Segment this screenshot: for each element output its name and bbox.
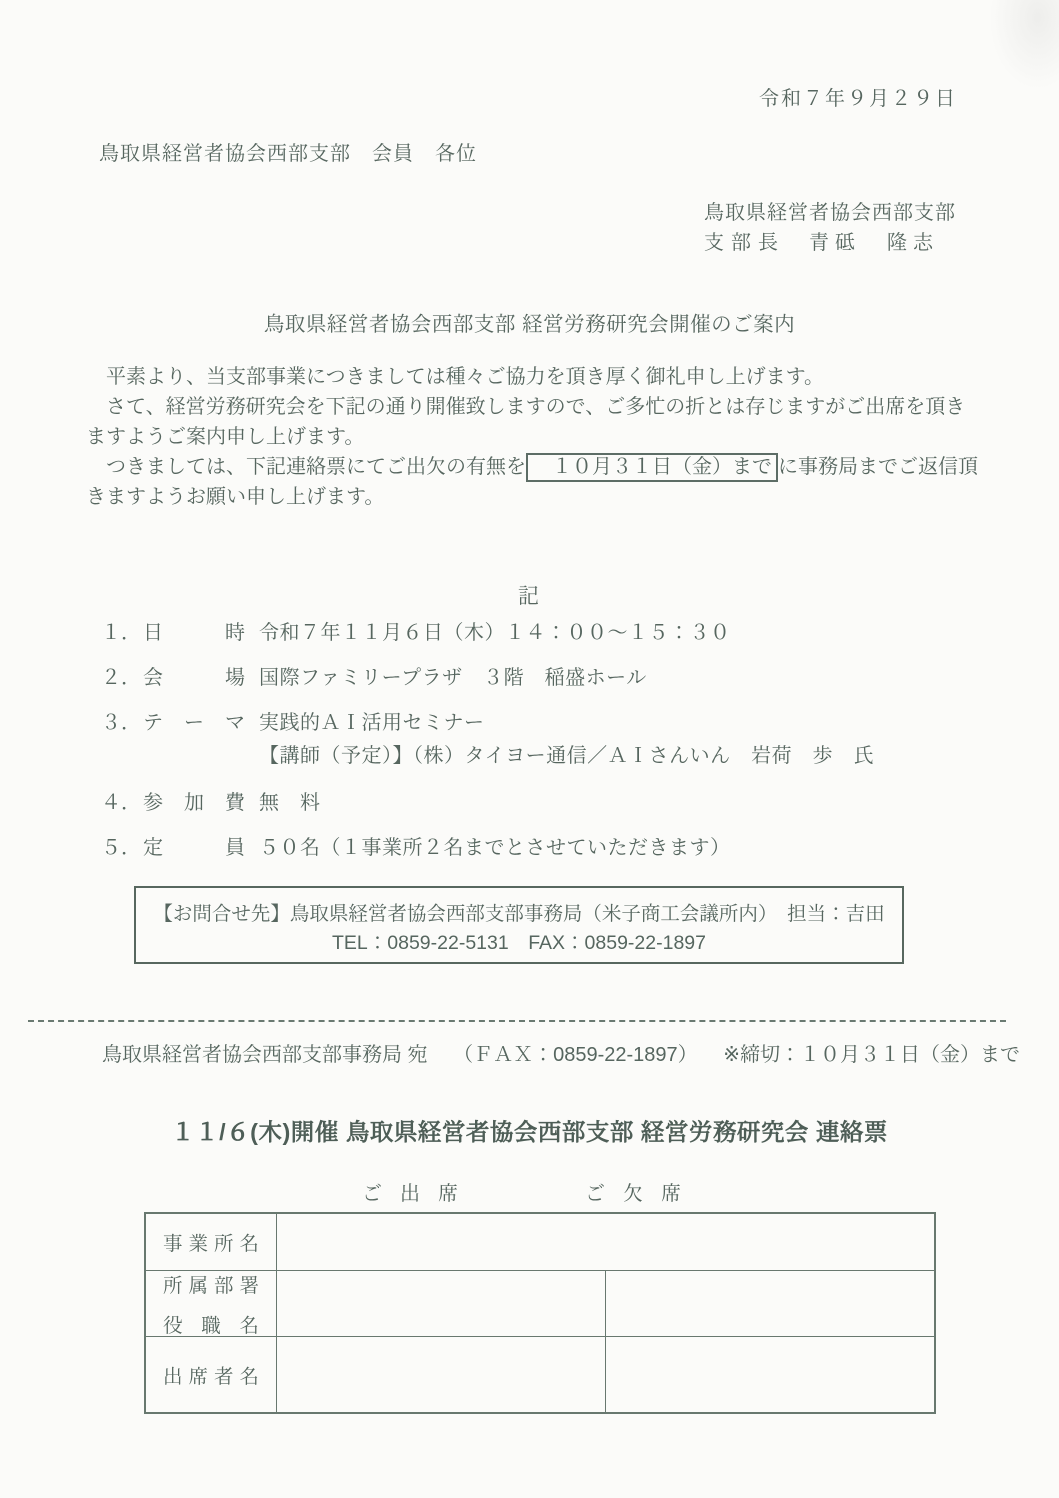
document-title: 鳥取県経営者協会西部支部 経営労務研究会開催のご案内 xyxy=(263,313,796,336)
fax-deadline: ※締切：１０月３１日（金）まで xyxy=(723,1044,1021,1066)
sender-organization: 鳥取県経営者協会西部支部 xyxy=(704,202,956,224)
paragraph-3-tail: に事務局までご返信頂きますようお願い申し上げます。 xyxy=(86,456,978,508)
agenda-item-number: ４． xyxy=(101,792,141,814)
attendee-absent-cell xyxy=(605,1336,934,1412)
cut-line-divider xyxy=(28,1020,1006,1022)
fax-addressee: 鳥取県経営者協会西部支部事務局 宛 xyxy=(102,1044,428,1066)
department-absent-cell xyxy=(605,1270,934,1336)
paragraph-3-lead: つきましては、下記連絡票にてご出欠の有無を xyxy=(106,456,526,478)
agenda-item-number: ２． xyxy=(101,667,141,689)
body-text xyxy=(86,362,982,512)
scan-artifact xyxy=(989,0,1059,90)
agenda-item-value: 無 料 xyxy=(259,792,321,814)
agenda-item-value: 実践的ＡＩ活用セミナー xyxy=(259,712,485,734)
sender-title: 支部長 xyxy=(704,232,785,254)
attendee-name-label: 出席者名 xyxy=(163,1365,259,1388)
attend-option-label: ご出席 xyxy=(362,1183,476,1205)
agenda-item-value: ５０名（１事業所２名までとさせていただきます） xyxy=(259,837,731,859)
deadline-box: １０月３１日（金）まで xyxy=(526,453,778,482)
body-paragraph-2: さて、経営労務研究会を下記の通り開催致しますので、ご多忙の折とは存じますがご出席を頂きますようご案内申し上げます。 xyxy=(86,396,966,448)
office-name-label-cell xyxy=(146,1214,276,1270)
agenda-item-capacity xyxy=(101,831,731,860)
agenda-item-fee xyxy=(101,786,321,815)
agenda-item-value: 令和７年１１月６日（木）１４：００～１５：３０ xyxy=(259,622,731,644)
agenda-item-number: １． xyxy=(101,622,141,644)
agenda-item-value: 国際ファミリープラザ ３階 稲盛ホール xyxy=(259,667,647,689)
attendee-attend-cell xyxy=(276,1336,605,1412)
agenda-item-theme xyxy=(101,706,485,735)
absent-option-label: ご欠席 xyxy=(585,1183,699,1205)
agenda-item-venue xyxy=(101,661,647,690)
reply-table xyxy=(144,1212,936,1414)
office-name-label: 事業所名 xyxy=(163,1233,259,1255)
agenda-item-label: 会場 xyxy=(143,667,245,689)
reply-form-heading: １１/６(木)開催 鳥取県経営者協会西部支部 経営労務研究会 連絡票 xyxy=(171,1119,888,1145)
fax-number: （ＦＡＸ：0859-22-1897） xyxy=(453,1044,698,1066)
contact-line-2: TEL：0859-22-5131 FAX：0859-22-1897 xyxy=(332,932,706,954)
agenda-item-number: ５． xyxy=(101,837,141,859)
issued-date: 令和７年９月２９日 xyxy=(759,88,957,110)
body-paragraph-1: 平素より、当支部事業につきましては種々ご協力を頂き厚く御礼申し上げます。 xyxy=(106,366,824,388)
contact-box xyxy=(134,886,904,964)
body-paragraph-3 xyxy=(86,452,982,512)
agenda-item-datetime xyxy=(101,616,731,645)
agenda-item-number: ３． xyxy=(101,712,141,734)
department-attend-cell xyxy=(276,1270,605,1336)
agenda-item-label: テーマ xyxy=(143,712,245,734)
sender-name: 青砥 隆志 xyxy=(809,232,939,254)
fax-header-line xyxy=(102,1038,1040,1067)
attendee-name-label-cell xyxy=(146,1336,276,1412)
agenda-item-label: 参加費 xyxy=(143,792,245,814)
department-label-cell xyxy=(146,1270,276,1336)
sender-signature xyxy=(704,230,939,257)
office-name-input-cell xyxy=(276,1214,934,1270)
department-label-line1: 所属部署 xyxy=(163,1274,259,1297)
agenda-item-label: 日時 xyxy=(143,622,245,644)
lecturer-line: 【講師（予定）】（株）タイヨー通信／ＡＩさんいん 岩荷 歩 氏 xyxy=(259,745,875,767)
agenda-item-label: 定員 xyxy=(143,837,245,859)
department-label-line2: 役職名 xyxy=(163,1314,259,1337)
recipient-line: 鳥取県経営者協会西部支部 会員 各位 xyxy=(99,143,477,165)
ki-marker: 記 xyxy=(518,585,541,608)
contact-line-1: 【お問合せ先】鳥取県経営者協会西部支部事務局（米子商工会議所内） 担当：吉田 xyxy=(153,903,885,925)
